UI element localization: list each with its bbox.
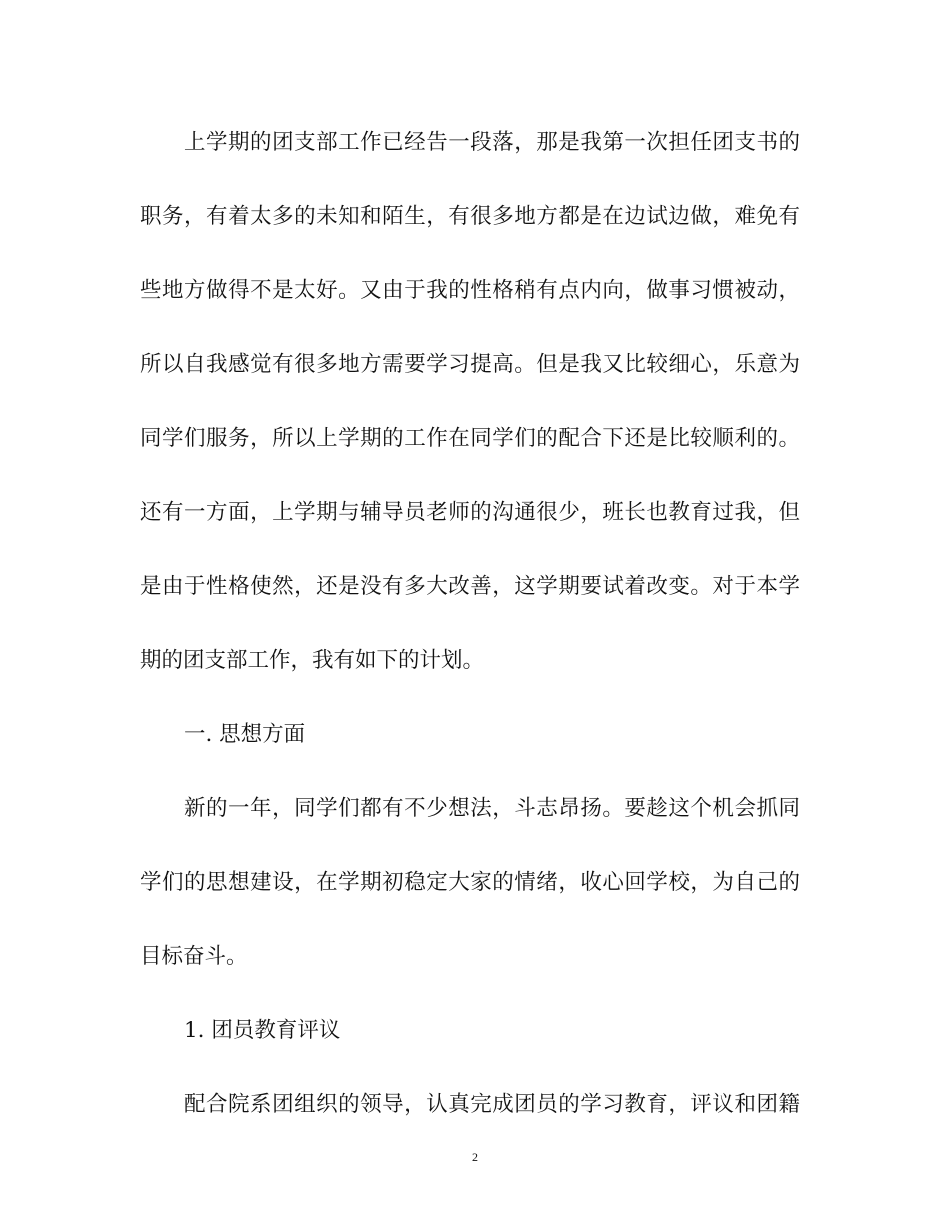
paragraph-line: 是由于性格使然，还是没有多大改善，这学期要试着改变。对于本学	[140, 574, 800, 599]
paragraph-line: 新的一年，同学们都有不少想法，斗志昂扬。要趁这个机会抓同	[184, 796, 800, 821]
paragraph-line: 还有一方面，上学期与辅导员老师的沟通很少，班长也教育过我，但	[140, 500, 800, 525]
paragraph-line: 些地方做得不是太好。又由于我的性格稍有点内向，做事习惯被动，	[140, 278, 800, 303]
page-number: 2	[472, 1150, 478, 1164]
subsection-heading: 1. 团员教育评议	[184, 1018, 341, 1043]
paragraph-line: 学们的思想建设，在学期初稳定大家的情绪，收心回学校，为自己的	[140, 870, 800, 895]
paragraph-line: 期的团支部工作，我有如下的计划。	[140, 648, 485, 673]
section-heading: 一. 思想方面	[184, 722, 306, 747]
paragraph-line: 配合院系团组织的领导，认真完成团员的学习教育，评议和团籍	[184, 1092, 800, 1117]
paragraph-line: 同学们服务，所以上学期的工作在同学们的配合下还是比较顺利的。	[140, 426, 800, 451]
paragraph-line: 职务，有着太多的未知和陌生，有很多地方都是在边试边做，难免有	[140, 204, 800, 229]
paragraph-line: 所以自我感觉有很多地方需要学习提高。但是我又比较细心，乐意为	[140, 352, 800, 377]
paragraph-line: 目标奋斗。	[140, 944, 248, 969]
paragraph-line: 上学期的团支部工作已经告一段落，那是我第一次担任团支书的	[184, 130, 800, 155]
